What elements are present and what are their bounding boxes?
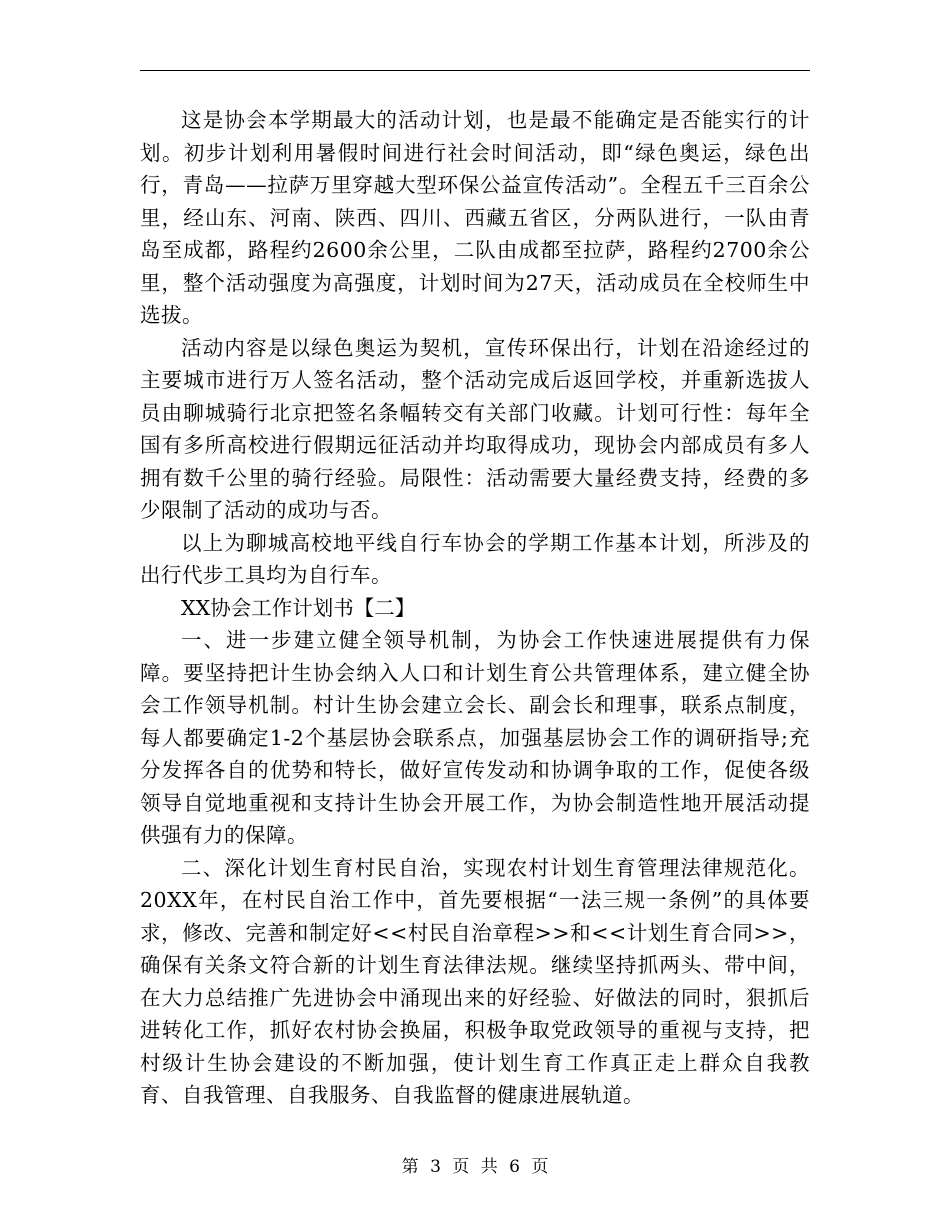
section-title: XX协会工作计划书【二】 [181, 595, 416, 620]
paragraph: 二、深化计划生育村民自治，实现农村计划生育管理法律规范化。20XX年，在村民自治工作中，首先要根据“一法三规一条例”的具体要求，修改、完善和制定好<<村民自治章程>>和<<计划生育合同>>，确保有关条文符合新的计划生育法律法规。继续坚持抓两头、带中间，在大力总结推广先进协会中涌现出来的好经验、好做法的同时，狠抓后进转化工作，抓好农村协会换届，积极争取党政领导的重视与支持，把村级计生协会建设的不断加强，使计划生育工作真正走上群众自我教育、自我管理、自我服务、自我监督的健康进展轨道。 [140, 855, 810, 1107]
paragraph: 活动内容是以绿色奥运为契机，宣传环保出行，计划在沿途经过的主要城市进行万人签名活动，整个活动完成后返回学校，并重新选拔人员由聊城骑行北京把签名条幅转交有关部门收藏。计划可行性：每年全国有多所高校进行假期远征活动并均取得成功，现协会内部成员有多人拥有数千公里的骑行经验。局限性：活动需要大量经费支持，经费的多少限制了活动的成功与否。 [140, 335, 810, 522]
page-number: 第 3 页 共 6 页 [401, 1157, 549, 1177]
paragraph: 以上为聊城高校地平线自行车协会的学期工作基本计划，所涉及的出行代步工具均为自行车。 [140, 530, 810, 587]
paragraph: 一、进一步建立健全领导机制，为协会工作快速进展提供有力保障。要坚持把计生协会纳入人口和计划生育公共管理体系，建立健全协会工作领导机制。村计生协会建立会长、副会长和理事，联系点制度，每人都要确定1-2个基层协会联系点，加强基层协会工作的调研指导;充分发挥各自的优势和特长，做好宣传发动和协调争取的工作，促使各级领导自觉地重视和支持计生协会开展工作，为协会制造性地开展活动提供强有力的保障。 [140, 628, 810, 847]
document-body [140, 104, 810, 1112]
header-rule [140, 70, 810, 71]
paragraph: 这是协会本学期最大的活动计划，也是最不能确定是否能实行的计划。初步计划利用暑假时间进行社会时间活动，即“绿色奥运，绿色出行，青岛——拉萨万里穿越大型环保公益宣传活动”。全程五千三百余公里，经山东、河南、陕西、四川、西藏五省区，分两队进行，一队由青岛至成都，路程约2600余公里，二队由成都至拉萨，路程约2700余公里，整个活动强度为高强度，计划时间为27天，活动成员在全校师生中选拔。 [140, 108, 810, 327]
